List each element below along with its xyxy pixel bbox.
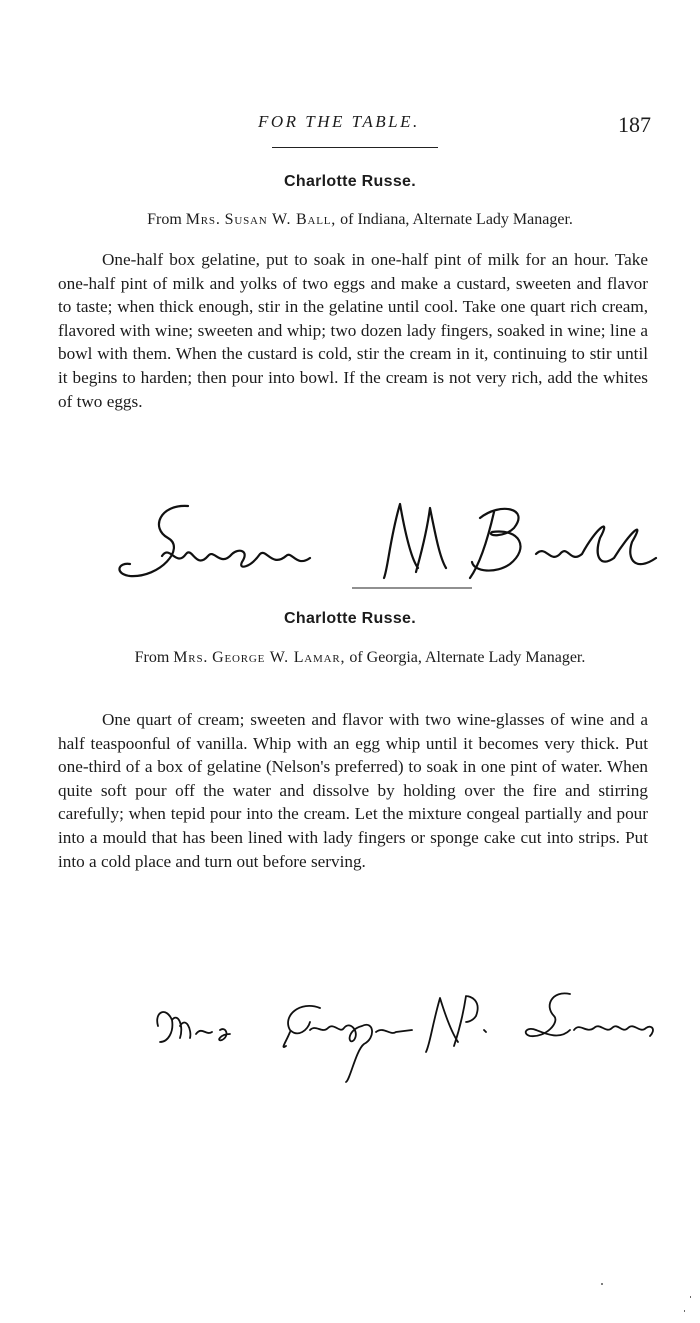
attribution-prefix: From [147,211,182,228]
attribution-name: Susan W. Ball, [224,211,337,228]
attribution-name: George W. Lamar, [212,649,346,666]
page-number: 187 [618,112,651,137]
signature-drawing [150,986,660,1086]
recipe-attribution [30,208,690,231]
paper-speck [690,1296,691,1298]
attribution-suffix: of Indiana, Alternate Lady Manager. [340,211,573,228]
recipe-attribution [80,646,640,669]
running-head-title: FOR THE TABLE. [258,112,420,131]
running-head [0,112,700,138]
paper-speck [601,1283,603,1285]
recipe-body: One-half box gelatine, put to soak in one-half pint of milk for an hour. Take one-half pint of milk and yolks of two eggs and make a custard, sweeten and flavor to taste; when thick enough, stir in the gelatine until cool. Take one quart rich cream, flavored with wine; sweeten and whip; two dozen lady fingers, soaked in wine; line a bowl with them. When the custard is cold, stir the cream in it, continuing to stir until it begins to harden; then pour into bowl. If the cream is not very rich, add the whites of two eggs. [58,250,648,411]
recipe-title: Charlotte Russe. [284,610,416,627]
attribution-honorific: Mrs. [185,211,221,228]
running-head-rule [272,147,438,148]
attribution-suffix: of Georgia, Alternate Lady Manager. [349,649,586,666]
recipe-body: One quart of cream; sweeten and flavor with two wine-glasses of wine and a half teaspoonful of vanilla. Whip with an egg whip until it becomes very thick. Put one-third of a box of gelatine (Nelson's preferred) to soak in one pint of water. When quite soft pour off the water and dissolve by holding over the fire and stirring carefully; when tepid pour into the cream. Let the mixture congeal partially and pour into a mould that has been lined with lady fingers or sponge cake cut into strips. Put into a cold place and turn out before serving. [58,710,648,871]
handwritten-signature [150,986,660,1086]
recipe-title: Charlotte Russe. [284,173,416,190]
paper-speck [684,1310,685,1312]
attribution-prefix: From [134,649,170,666]
signature-drawing [100,498,660,590]
handwritten-signature [100,498,660,590]
attribution-honorific: Mrs. [173,649,209,666]
